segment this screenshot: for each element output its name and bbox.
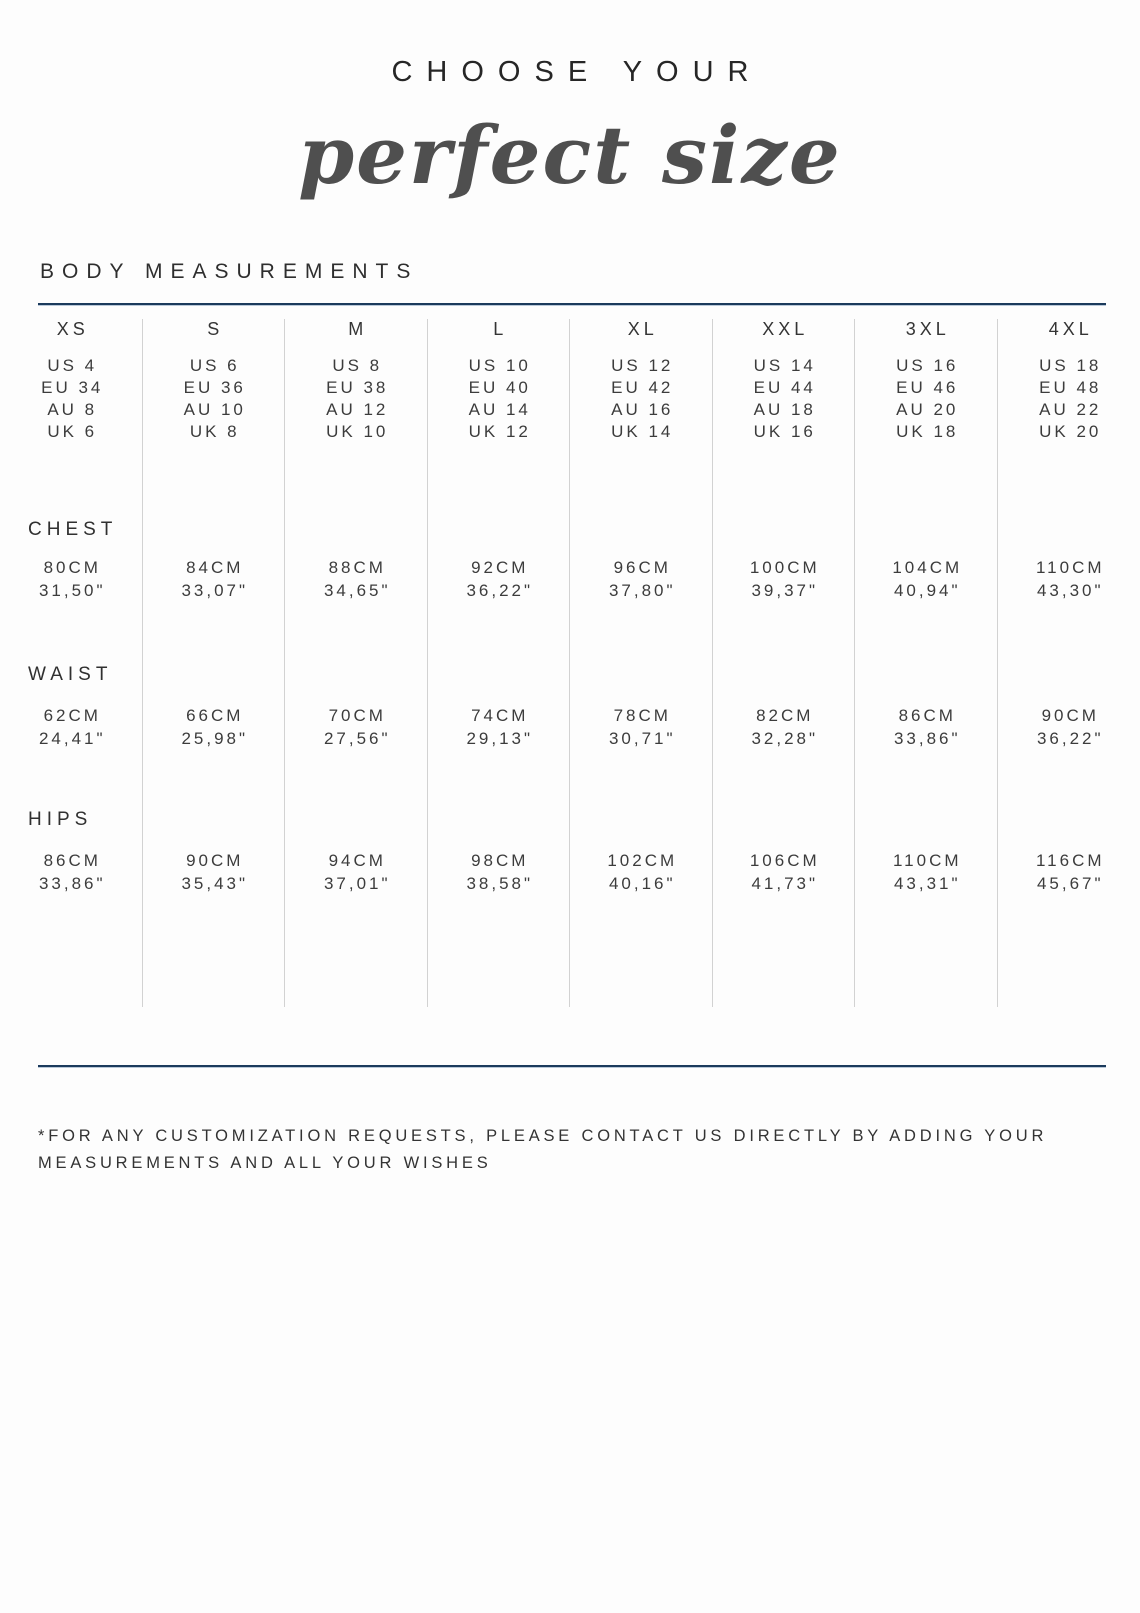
hips-values: [285, 837, 427, 897]
chest-in: 39,37": [751, 581, 819, 600]
section-heading: BODY MEASUREMENTS: [40, 260, 419, 283]
conversion-us: US 10: [468, 356, 531, 375]
hips-cm: 98CM: [471, 851, 529, 870]
chest-in: 43,30": [1036, 581, 1104, 600]
conversion-eu: EU 36: [183, 378, 246, 397]
hips-in: 35,43": [181, 874, 249, 893]
customization-note-line-2: MEASUREMENTS AND ALL YOUR WISHES: [38, 1154, 492, 1172]
waist-in: 29,13": [466, 729, 534, 748]
chest-cm: 92CM: [471, 558, 529, 577]
conversion-eu: EU 40: [468, 378, 531, 397]
customization-note-line-1: *FOR ANY CUSTOMIZATION REQUESTS, PLEASE CONTACT US DIRECTLY BY ADDING YOUR: [38, 1127, 1048, 1145]
column-tail-spacer: [998, 897, 1140, 1007]
size-conversions: [0, 355, 142, 452]
chest-values: [143, 547, 285, 607]
conversion-au: AU 18: [753, 400, 816, 419]
size-name: 3XL: [905, 319, 950, 339]
hips-values: [143, 837, 285, 897]
size-column-xl: [570, 319, 713, 1007]
conversion-au: AU 16: [611, 400, 674, 419]
size-conversions: [285, 355, 427, 452]
size-conversions: [998, 355, 1140, 452]
hips-values: [0, 837, 142, 897]
waist-cm: 70CM: [328, 706, 386, 725]
size-column-4xl: [998, 319, 1140, 1007]
conversion-uk: UK 18: [896, 422, 959, 441]
chest-in: 37,80": [608, 581, 676, 600]
size-conversions: [855, 355, 997, 452]
chest-cm: 96CM: [613, 558, 671, 577]
column-tail-spacer: [0, 897, 142, 1007]
chest-cm: 110CM: [1035, 558, 1105, 577]
chest-in: 36,22": [466, 581, 534, 600]
waist-in: 36,22": [1036, 729, 1104, 748]
conversion-uk: UK 12: [468, 422, 531, 441]
chest-cm: 80CM: [43, 558, 101, 577]
column-tail-spacer: [713, 897, 855, 1007]
size-column-3xl: [855, 319, 998, 1007]
size-conversions: [713, 355, 855, 452]
waist-in: 32,28": [751, 729, 819, 748]
waist-values: [998, 692, 1140, 752]
hips-cm: 86CM: [43, 851, 101, 870]
waist-cm: 74CM: [471, 706, 529, 725]
waist-cm: 82CM: [756, 706, 814, 725]
waist-in: 27,56": [323, 729, 391, 748]
waist-values: [0, 692, 142, 752]
hips-cm: 110CM: [892, 851, 962, 870]
hips-row-label: HIPS: [28, 809, 93, 830]
size-column-l: [428, 319, 571, 1007]
header-kicker: CHOOSE YOUR: [391, 56, 763, 88]
hips-in: 38,58": [466, 874, 534, 893]
chest-in: 34,65": [323, 581, 391, 600]
conversion-us: US 8: [332, 356, 383, 375]
size-conversions: [570, 355, 712, 452]
conversion-uk: UK 20: [1039, 422, 1102, 441]
size-column-s: [143, 319, 286, 1007]
hips-in: 33,86": [38, 874, 106, 893]
conversion-au: AU 22: [1039, 400, 1102, 419]
column-tail-spacer: [143, 897, 285, 1007]
waist-cm: 86CM: [898, 706, 956, 725]
conversion-eu: EU 38: [326, 378, 389, 397]
waist-cm: 66CM: [186, 706, 244, 725]
size-conversions: [428, 355, 570, 452]
size-name: S: [207, 319, 224, 339]
waist-values: [428, 692, 570, 752]
hips-values: [855, 837, 997, 897]
bottom-rule: [38, 1065, 1106, 1067]
waist-in: 24,41": [38, 729, 106, 748]
size-name: 4XL: [1048, 319, 1093, 339]
conversion-au: AU 8: [47, 400, 98, 419]
chest-in: 33,07": [181, 581, 249, 600]
conversion-uk: UK 8: [189, 422, 240, 441]
waist-row-label: WAIST: [28, 664, 113, 685]
waist-values: [713, 692, 855, 752]
waist-values: [855, 692, 997, 752]
column-tail-spacer: [428, 897, 570, 1007]
hips-in: 37,01": [323, 874, 391, 893]
chest-cm: 88CM: [328, 558, 386, 577]
conversion-us: US 6: [189, 356, 240, 375]
waist-cm: 90CM: [1041, 706, 1099, 725]
hips-cm: 102CM: [607, 851, 678, 870]
conversion-uk: UK 6: [47, 422, 98, 441]
hips-in: 40,16": [608, 874, 676, 893]
size-name: XXL: [762, 319, 809, 339]
size-column-m: [285, 319, 428, 1007]
conversion-us: US 14: [753, 356, 816, 375]
waist-cm: 78CM: [613, 706, 671, 725]
conversion-eu: EU 48: [1039, 378, 1102, 397]
hips-in: 43,31": [893, 874, 961, 893]
hips-in: 41,73": [751, 874, 819, 893]
size-name: M: [348, 319, 368, 339]
size-table: [0, 319, 1140, 1007]
hips-values: [998, 837, 1140, 897]
hips-in: 45,67": [1036, 874, 1104, 893]
waist-cm: 62CM: [43, 706, 101, 725]
header-script-title: perfect size: [298, 108, 842, 202]
waist-in: 25,98": [181, 729, 249, 748]
conversion-uk: UK 10: [326, 422, 389, 441]
waist-values: [285, 692, 427, 752]
conversion-us: US 18: [1039, 356, 1102, 375]
chest-cm: 100CM: [749, 558, 820, 577]
chest-values: [285, 547, 427, 607]
conversion-au: AU 12: [326, 400, 389, 419]
conversion-eu: EU 34: [41, 378, 104, 397]
chest-values: [570, 547, 712, 607]
chest-in: 40,94": [893, 581, 961, 600]
size-column-xs: [0, 319, 143, 1007]
size-name: XS: [56, 319, 89, 339]
chest-values: [428, 547, 570, 607]
hips-cm: 94CM: [328, 851, 386, 870]
conversion-us: US 16: [896, 356, 959, 375]
conversion-uk: UK 16: [753, 422, 816, 441]
chest-values: [713, 547, 855, 607]
waist-in: 33,86": [893, 729, 961, 748]
chest-in: 31,50": [38, 581, 106, 600]
hips-cm: 90CM: [186, 851, 244, 870]
size-name: XL: [627, 319, 658, 339]
hips-cm: 116CM: [1035, 851, 1105, 870]
column-tail-spacer: [855, 897, 997, 1007]
hips-values: [570, 837, 712, 897]
chest-values: [855, 547, 997, 607]
conversion-au: AU 20: [896, 400, 959, 419]
hips-values: [713, 837, 855, 897]
chest-cm: 84CM: [186, 558, 244, 577]
chest-cm: 104CM: [892, 558, 963, 577]
chest-values: [998, 547, 1140, 607]
column-tail-spacer: [570, 897, 712, 1007]
conversion-us: US 4: [47, 356, 98, 375]
chest-row-label: CHEST: [28, 519, 118, 540]
conversion-eu: EU 44: [753, 378, 816, 397]
conversion-au: AU 14: [468, 400, 531, 419]
chest-values: [0, 547, 142, 607]
waist-values: [570, 692, 712, 752]
top-rule: [38, 303, 1106, 305]
conversion-eu: EU 46: [896, 378, 959, 397]
waist-values: [143, 692, 285, 752]
size-column-xxl: [713, 319, 856, 1007]
column-tail-spacer: [285, 897, 427, 1007]
conversion-us: US 12: [611, 356, 674, 375]
conversion-eu: EU 42: [611, 378, 674, 397]
page-header: [0, 0, 1140, 208]
size-name: L: [493, 319, 508, 339]
size-conversions: [143, 355, 285, 452]
conversion-au: AU 10: [183, 400, 246, 419]
hips-cm: 106CM: [749, 851, 820, 870]
customization-note: [38, 1123, 1120, 1177]
conversion-uk: UK 14: [611, 422, 674, 441]
waist-in: 30,71": [608, 729, 676, 748]
hips-values: [428, 837, 570, 897]
